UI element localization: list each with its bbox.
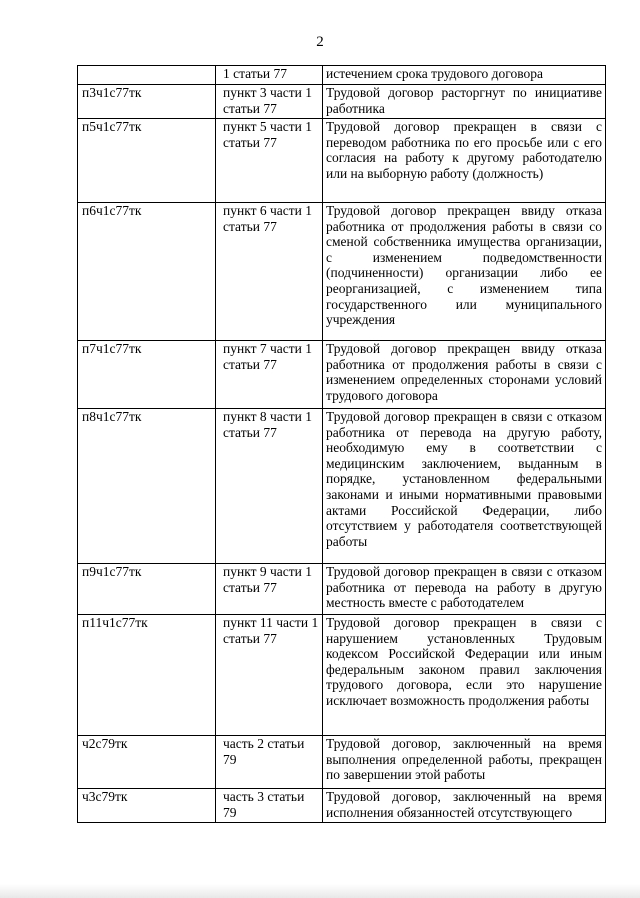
table-row: [78, 615, 606, 736]
code-cell: п7ч1с77тк: [78, 341, 216, 409]
code-cell: п9ч1с77тк: [78, 564, 216, 615]
basis-cell: 1 статьи 77: [216, 66, 323, 85]
basis-cell: пункт 9 части 1 статьи 77: [216, 564, 323, 615]
code-cell: п6ч1с77тк: [78, 203, 216, 341]
description-cell: истечением срока трудового договора: [323, 66, 606, 85]
description-cell: Трудовой договор прекращен в связи с отказом работника от перевода на работу в другую местность вместе с работодателем: [323, 564, 606, 615]
description-cell: Трудовой договор прекращен в связи с нарушением установленных Трудовым кодексом Российской Федерации или иным федеральным законом правил заключения трудового договора, если это нарушение исключает возможность продолжения работы: [323, 615, 606, 736]
code-cell: ч2с79тк: [78, 736, 216, 789]
basis-cell: пункт 5 части 1 статьи 77: [216, 119, 323, 203]
description-cell: Трудовой договор прекращен ввиду отказа работника от продолжения работы в связи с изменением определенных сторонами условий трудового договора: [323, 341, 606, 409]
code-cell: п11ч1с77тк: [78, 615, 216, 736]
description-cell: Трудовой договор прекращен в связи с переводом работника по его просьбе или с его согласия на работу к другому работодателю или на выборную работу (должность): [323, 119, 606, 203]
table-row: [78, 66, 606, 85]
description-cell: Трудовой договор расторгнут по инициативе работника: [323, 85, 606, 119]
code-cell: [78, 66, 216, 85]
table-row: [78, 119, 606, 203]
basis-cell: часть 2 статьи 79: [216, 736, 323, 789]
basis-cell: пункт 8 части 1 статьи 77: [216, 409, 323, 564]
table-row: [78, 789, 606, 823]
description-cell: Трудовой договор, заключенный на время исполнения обязанностей отсутствующего: [323, 789, 606, 823]
description-cell: Трудовой договор прекращен в связи с отказом работника от перевода на другую работу, необходимую ему в соответствии с медицинским заключением, выданным в порядке, установленном федеральными законами и иными нормативными правовыми актами Российской Федерации, либо отсутствием у работодателя соответствующей работы: [323, 409, 606, 564]
basis-cell: пункт 6 части 1 статьи 77: [216, 203, 323, 341]
table-row: [78, 85, 606, 119]
table-row: [78, 341, 606, 409]
description-cell: Трудовой договор прекращен ввиду отказа работника от продолжения работы в связи со сменой собственника имущества организации, с изменением подведомственности (подчиненности) организации либо ее реорганизацией, с изменением типа государственного или муниципального учреждения: [323, 203, 606, 341]
code-cell: п8ч1с77тк: [78, 409, 216, 564]
code-cell: п3ч1с77тк: [78, 85, 216, 119]
basis-cell: пункт 11 части 1 статьи 77: [216, 615, 323, 736]
code-cell: п5ч1с77тк: [78, 119, 216, 203]
table-row: [78, 203, 606, 341]
basis-cell: пункт 3 части 1 статьи 77: [216, 85, 323, 119]
table-row: [78, 564, 606, 615]
table-row: [78, 409, 606, 564]
description-cell: Трудовой договор, заключенный на время выполнения определенной работы, прекращен по завершении этой работы: [323, 736, 606, 789]
scan-bottom-edge: [0, 884, 640, 898]
basis-cell: пункт 7 части 1 статьи 77: [216, 341, 323, 409]
code-cell: ч3с79тк: [78, 789, 216, 823]
termination-codes-table: [77, 65, 606, 823]
page-number: 2: [316, 34, 324, 50]
table-row: [78, 736, 606, 789]
basis-cell: часть 3 статьи 79: [216, 789, 323, 823]
